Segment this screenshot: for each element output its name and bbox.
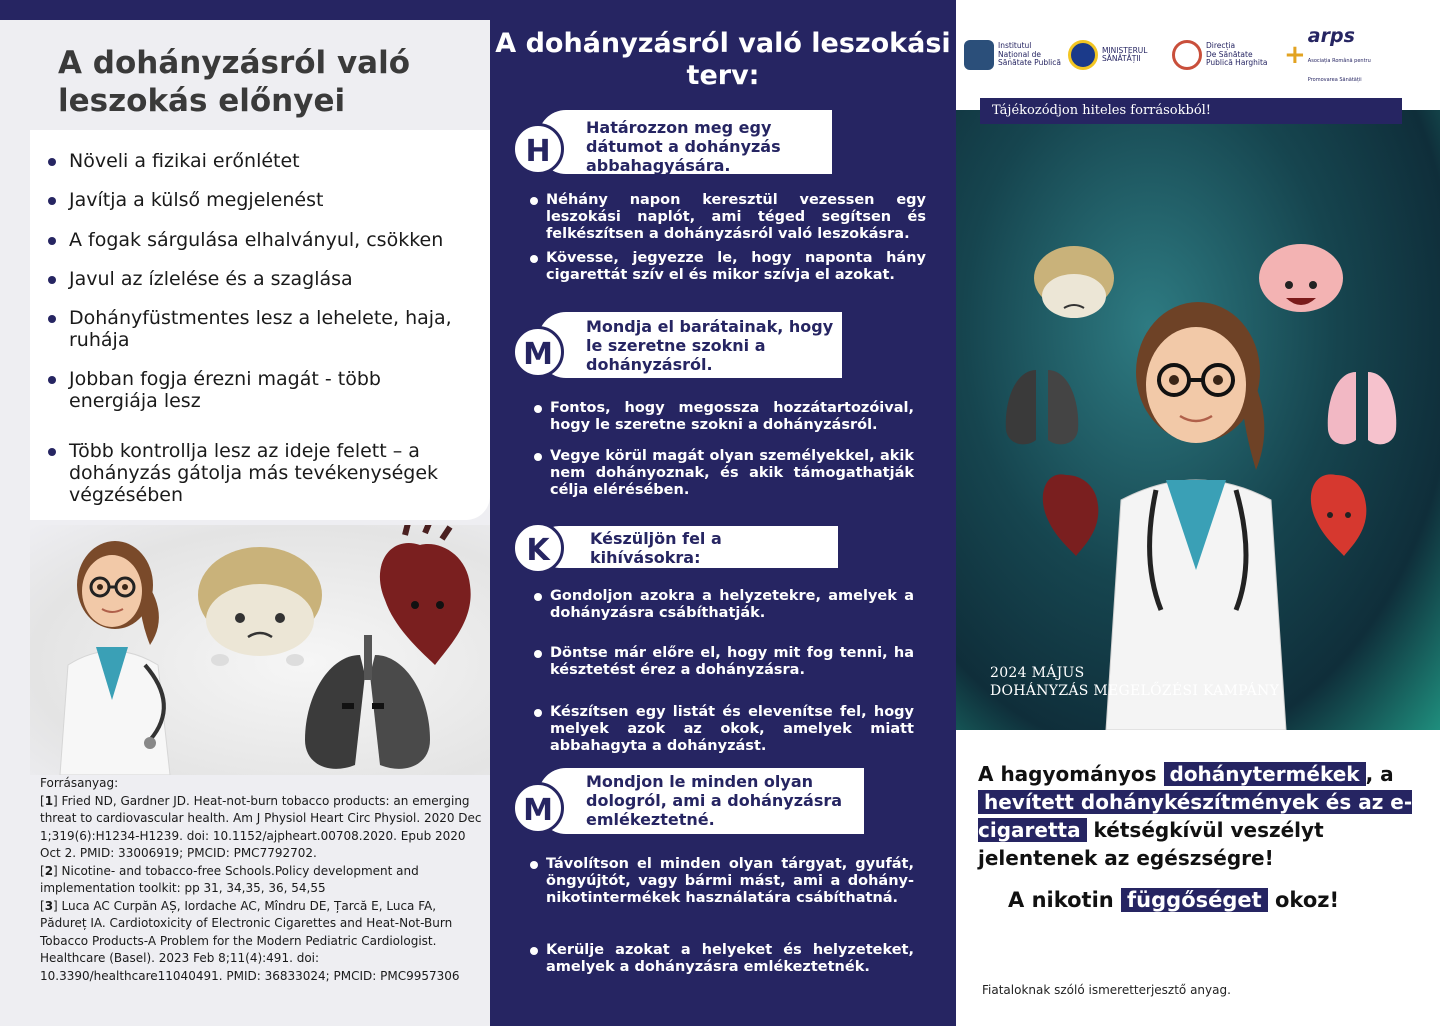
benefits-title: A dohányzásról való leszokás előnyei (58, 45, 411, 119)
step-letter-m: M (512, 326, 564, 378)
step-pill: Mondjon le minden olyan dologról, ami a dohányzásra emlékeztetné. (538, 768, 864, 834)
smoker-lungs-icon (1006, 370, 1078, 444)
list-item: Gondoljon azokra a helyzetekre, amelyek a dohányzásra csábíthatják. (534, 588, 914, 622)
nicotine-warning: A nikotin függőséget okoz! (1008, 888, 1340, 912)
bullet-icon (534, 650, 542, 658)
step-pill: Határozzon meg egy dátumot a dohányzás abbahagyására. (538, 110, 832, 174)
bullet-icon (48, 197, 56, 205)
top-bar (0, 0, 490, 20)
step-header-m1 (512, 312, 842, 378)
list-item: Javítja a külső megjelenést (48, 189, 458, 211)
bullet-icon (534, 593, 542, 601)
quit-plan-title: A dohányzásról való leszokási terv: (495, 28, 951, 91)
partner-logos (964, 25, 1434, 83)
step-pill: Mondja el barátainak, hogy le szeretne szokni a dohányzásról. (538, 312, 842, 378)
list-item: Több kontrollja lesz az ideje felett – a dohányzás gátolja más tevékenységek végzésében (48, 440, 458, 506)
list-item: A fogak sárgulása elhalványul, csökken (48, 229, 458, 251)
bullet-icon (534, 709, 542, 717)
bullet-icon (534, 453, 542, 461)
bullet-icon (48, 376, 56, 384)
list-item: Jobban fogja érezni magát - több energiája lesz (48, 368, 458, 412)
bullet-icon (48, 158, 56, 166)
damaged-heart-icon (380, 525, 471, 665)
campaign-poster (956, 110, 1440, 730)
sources (40, 775, 485, 985)
list-item: Vegye körül magát olyan személyekkel, akik nem dohányoznak, és akik támogathatják célja elérésében. (534, 448, 914, 499)
happy-brain-icon (1259, 244, 1343, 312)
bullet-icon (530, 255, 538, 263)
list-item: Javul az ízlelése és a szaglása (48, 268, 458, 290)
dsp-harghita-logo: Direcția De Sănătate Publică Harghita (1172, 30, 1268, 80)
bullet-icon (530, 861, 538, 869)
poster-illustration (956, 110, 1440, 730)
list-item: Döntse már előre el, hogy mit fog tenni, ha késztetést érez a dohányzásra. (534, 645, 914, 679)
source-item: [2] Nicotine- and tobacco-free Schools.Policy development and implementation toolkit: pp 31, 34,35, 36, 54,55 (40, 863, 419, 895)
list-item: Kerülje azokat a helyeket és helyzeteket, amelyek a dohányzásra emlékeztetnék. (530, 942, 914, 976)
campaign-label: 2024 MÁJUS DOHÁNYZÁS MEGELŐZÉSI KAMPÁNY (990, 665, 1280, 699)
sad-brain-icon (1034, 246, 1114, 318)
bullet-icon (530, 197, 538, 205)
arps-logo: + arps Asociația Română pentru Promovarea Sănătății (1284, 25, 1371, 83)
highlight: függőséget (1121, 888, 1268, 912)
list-item: Növeli a fizikai erőnlétet (48, 150, 458, 172)
step-header-h (512, 110, 812, 174)
ministry-logo: MINISTERUL SĂNĂTĂȚII (1068, 30, 1147, 80)
step-header-k (512, 522, 838, 568)
info-banner: Tájékozódjon hiteles forrásokból! (980, 98, 1402, 124)
bullet-icon (48, 276, 56, 284)
insp-logo: Institutul Național de Sănătate Publică (964, 30, 1061, 80)
doctor-organs-illustration-svg (30, 525, 490, 775)
source-item: [3] Luca AC Curpăn AȘ, Iordache AC, Mîndru DE, Țarcă E, Luca FA, Pădureț IA. Cardiotoxicity of Electronic Cigarettes and Heat-Not-Burn Tobacco Products-A Problem for the Modern Pediatric Cardiologist. Healthcare (Basel). 2023 Feb 8;11(4):491. doi: 10.3390/healthcare11040491. PMID: 36833024; PMCID: PMC9957306 (40, 898, 460, 983)
bullet-icon (530, 947, 538, 955)
highlight: dohánytermékek (1164, 762, 1366, 786)
list-item: Távolítson el minden olyan tárgyat, gyufát, öngyújtót, vagy bármi mást, ami a dohány-nikotintermékek használatára csábíthatná. (530, 856, 914, 907)
bullet-icon (48, 237, 56, 245)
audience-note: Fiataloknak szóló ismeretterjesztő anyag. (982, 983, 1231, 997)
bullet-icon (48, 315, 56, 323)
step-header-m2 (512, 768, 864, 834)
healthy-heart-icon (1311, 474, 1366, 556)
highlight: hevített dohánykészítmények és az e-cigaretta (978, 790, 1413, 842)
sources-title: Forrásanyag: (40, 776, 119, 790)
smoker-lungs-icon (305, 635, 430, 769)
sad-brain-icon (198, 547, 322, 666)
benefits-panel (0, 0, 490, 1026)
list-item: Dohányfüstmentes lesz a lehelete, haja, ruhája (48, 307, 458, 351)
step-letter-m: M (512, 782, 564, 834)
source-item: [1] Fried ND, Gardner JD. Heat-not-burn tobacco products: an emerging threat to cardiovascular health. Am J Physiol Heart Circ Physiol. 2020 Dec 1;319(6):H1234-H1239. doi: 10.1152/ajpheart.00708.2020. Epub 2020 Oct 2. PMID: 33006919; PMCID: PMC7792702. (40, 793, 482, 860)
plus-icon: + (1284, 40, 1306, 70)
doctor-icon (60, 541, 170, 775)
government-seal-icon (1068, 40, 1098, 70)
health-seal-icon (1172, 40, 1202, 70)
healthy-lungs-icon (1328, 372, 1397, 444)
list-item: Készítsen egy listát és elevenítse fel, hogy melyek azok az okok, amelyek miatt abbahagyta a dohányzást. (534, 704, 914, 755)
damaged-heart-icon (1043, 474, 1099, 556)
quit-plan-panel (490, 0, 956, 1026)
step-letter-k: K (512, 522, 564, 574)
doctor-organs-illustration (30, 525, 490, 775)
list-item: Kövesse, jegyezze le, hogy naponta hány cigarettát szív el és mikor szívja el azokat. (530, 250, 926, 284)
warning-text: A hagyományos dohánytermékek , a hevített dohánykészítmények és az e-cigaretta kétségkívül veszélyt jelentenek az egészségre! (978, 762, 1413, 870)
step-pill: Készüljön fel a kihívásokra: (538, 526, 838, 568)
shield-icon (964, 40, 994, 70)
step-letter-h: H (512, 123, 564, 175)
campaign-panel (956, 0, 1440, 1026)
bullet-icon (48, 448, 56, 456)
bullet-icon (534, 405, 542, 413)
list-item: Fontos, hogy megossza hozzátartozóival, hogy le szeretne szokni a dohányzásról. (534, 400, 914, 434)
list-item: Néhány napon keresztül vezessen egy leszokási naplót, ami téged segítsen és felkészítsen a dohányzásról való leszokásra. (530, 192, 926, 243)
